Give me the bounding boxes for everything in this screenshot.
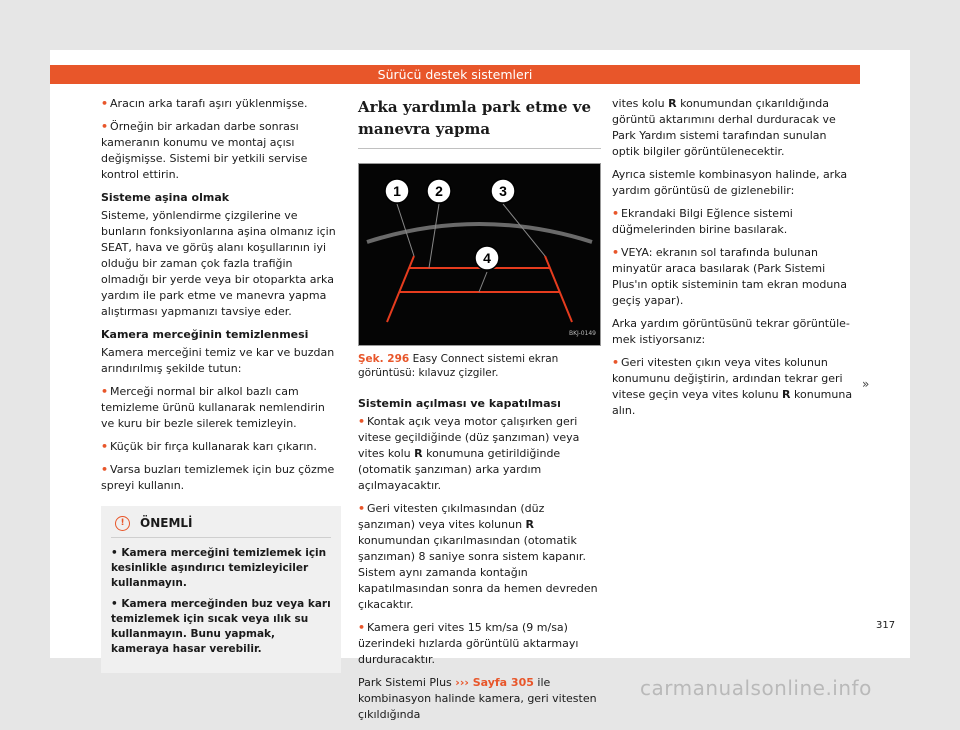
paragraph: Ayrıca sistemle kombinasyon halinde, arka yardım görüntüsü de gizlenebilir:	[612, 168, 848, 197]
warning-item: • Kamera merceğini temizlemek için kesinlikle aşındırıcı temizleyiciler kullanmayın.	[111, 547, 327, 589]
paragraph: Arka yardım görüntüsünü tekrar görüntülemek istiyorsanız:	[612, 317, 850, 346]
warning-item: • Kamera merceğinden buz veya karı temizlemek için sıcak veya ılık su kullanmayın. Bunu yapmak, kameraya hasar verebilir.	[111, 598, 331, 655]
page-number: 317	[876, 620, 896, 631]
callout-4	[475, 246, 499, 270]
paragraph: Park Sistemi Plus ››› Sayfa 305 ile kombinasyon halinde kamera, geri vitesten çıkıldığında	[358, 676, 597, 721]
continue-arrow-icon: »	[862, 377, 870, 391]
callout-2	[427, 179, 451, 203]
list-item: • Kontak açık veya motor çalışırken geri vitese geçildiğinde (düz şanzıman) veya vites kolu R konumuna getirildiğinde (otomatik şanzıman) arka yardım açılmayacaktır.	[358, 415, 580, 492]
svg-text:1: 1	[393, 183, 401, 199]
list-item: • Kamera geri vites 15 km/sa (9 m/sa) üzerindeki hızlarda görüntülü aktarmayı durduracaktır.	[358, 621, 579, 666]
watermark: carmanualsonline.info	[640, 676, 872, 700]
list-item: • Geri vitesten çıkın veya vites kolunun konumunu değiştirin, ardından tekrar geri vitese geçin veya vites kolunu R konumuna alın.	[612, 356, 853, 417]
figure-code: BKJ-0149	[568, 330, 596, 337]
paragraph: Sisteme, yönlendirme çizgilerine ve bunların fonksiyonlarına aşina olmanız için SEAT, hava ve görüş alanı koşullarının iyi olduğu bir zaman çok fazla trafiğin olmadığı bir yerde veya bir otoparkta arka yardım ile park etme ve manevra yapma alıştırması yapmanızı tavsiye eder.	[101, 209, 336, 318]
list-item: • Merceği normal bir alkol bazlı cam temizleme ürünü kullanarak nemlendirin ve kuru bir bezle silerek temizleyin.	[101, 385, 325, 430]
warning-header	[111, 516, 331, 538]
paragraph: Kamera merceğini temiz ve kar ve buzdan arındırılmış şekilde tutun:	[101, 346, 335, 375]
page-link[interactable]: ››› Sayfa 305	[455, 676, 534, 689]
svg-text:3: 3	[499, 183, 507, 199]
subheading: Sisteme aşina olmak	[101, 191, 230, 204]
paragraph: vites kolu R konumundan çıkarıldığında görüntü aktarımını derhal durduracak ve Park Yardım sistemi tarafından sunulan optik bilgiler görüntülenecektir.	[612, 97, 836, 158]
warning-box	[101, 506, 341, 673]
list-item: • Geri vitesten çıkılmasından (düz şanzıman) veya vites kolunun R konumundan çıkarılmasından (otomatik şanzıman) 8 saniye sonra sistem kapanır. Sistem aynı zamanda kontağın kapatılmasından sonra da hemen devreden çıkacaktır.	[358, 502, 598, 611]
subheading: Sistemin açılması ve kapatılması	[358, 397, 561, 410]
list-item: • Aracın arka tarafı aşırı yüklenmişse.	[101, 97, 308, 110]
warning-icon: !	[115, 516, 130, 531]
section-title-block	[358, 96, 601, 149]
callout-3	[491, 179, 515, 203]
list-item: • Küçük bir fırça kullanarak karı çıkarın.	[101, 440, 317, 453]
camera-figure	[358, 163, 601, 346]
guide-lines-illustration	[359, 164, 600, 345]
list-item: • VEYA: ekranın sol tarafında bulunan minyatür araca basılarak (Park Sistemi Plus'ın optik sisteminin tam ekran moduna geçiş yapar).	[612, 246, 848, 307]
list-item: • Ekrandaki Bilgi Eğlence sistemi düğmelerinden birine basılarak.	[612, 207, 793, 236]
chapter-header: Sürücü destek sistemleri	[50, 65, 860, 84]
section-title: Arka yardımla park etme ve manevra yapma	[358, 98, 592, 138]
column-middle	[358, 96, 601, 730]
list-item: • Örneğin bir arkadan darbe sonrası kameranın konumu ve montaj açısı değişmişse. Sistemi bir yetkili servise kontrol ettirin.	[101, 120, 308, 181]
column-right	[612, 96, 857, 426]
column-left	[101, 96, 341, 673]
warning-title: ÖNEMLİ	[140, 516, 193, 530]
svg-text:4: 4	[483, 250, 491, 266]
list-item: • Varsa buzları temizlemek için buz çözme spreyi kullanın.	[101, 463, 335, 492]
svg-text:2: 2	[435, 183, 443, 199]
callout-1	[385, 179, 409, 203]
subheading: Kamera merceğinin temizlenmesi	[101, 328, 309, 341]
figure-caption: Şek. 296 Easy Connect sistemi ekran görüntüsü: kılavuz çizgiler.	[358, 353, 559, 379]
